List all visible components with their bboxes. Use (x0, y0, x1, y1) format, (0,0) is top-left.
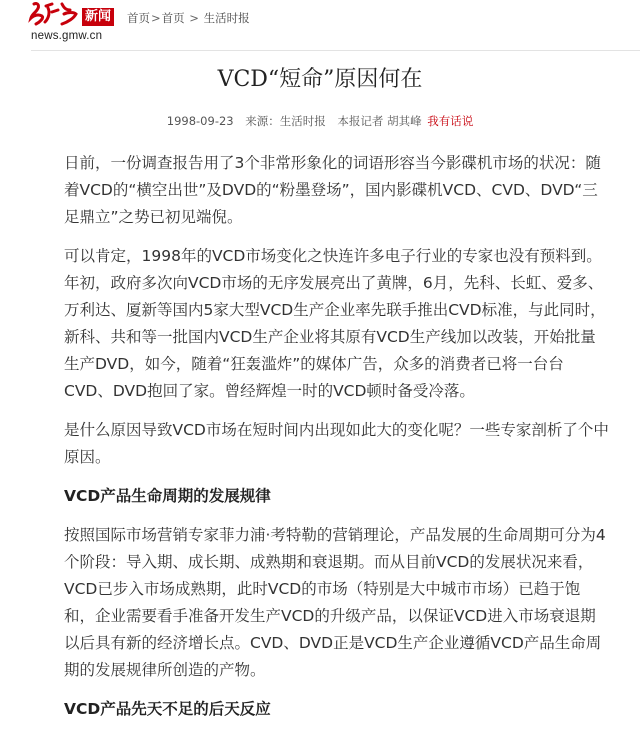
article-date: 1998-09-23 (166, 114, 234, 128)
paragraph-text: 可以肯定，1998年的VCD市场变化之快连许多电子行业的专家也没有预料到。年初，政府多次向VCD市场的无序发展亮出了黄牌，6月，先科、长虹、爱多、万利达、厦新等国内5家大型VCD生产企业率先联手推出CVD标准，与此同时，新科、共和等一批国内VCD生产企业将其原有VCD生产线加以改装，开始批量生产DVD，如今，随着“狂轰滥炸”的媒体广告，众多的消费者已将一台台CVD、DVD抱回了家。曾经辉煌一时的VCD顿时备受冷落。 (64, 247, 606, 400)
paragraph-text: 日前，一份调查报告用了3个非常形象化的词语形容当今影碟机市场的状况：随着VCD的“横空出世”及DVD的“粉墨登场”，国内影碟机VCD、CVD、DVD“三足鼎立”之势已初见端倪。 (64, 154, 601, 226)
article-paragraph (64, 417, 610, 471)
breadcrumb-section[interactable]: 生活时报 (203, 11, 250, 25)
article-title: VCD“短命”原因何在 (217, 67, 423, 92)
article-paragraph (64, 243, 610, 405)
breadcrumb-separator: > (185, 11, 203, 25)
article-paragraph (64, 522, 610, 684)
paragraph-text: 是什么原因导致VCD市场在短时间内出现如此大的变化呢？一些专家剖析了个中原因。 (64, 421, 609, 466)
article-body (64, 150, 610, 735)
logo-news-badge[interactable]: 新闻 (82, 8, 114, 26)
article-paragraph (64, 150, 610, 231)
article-meta (0, 112, 640, 130)
breadcrumb-separator: > (151, 11, 161, 25)
article-author: 本报记者 胡其峰 (337, 114, 422, 128)
header-divider (31, 50, 640, 51)
breadcrumb-home-2[interactable]: 首页 (161, 11, 185, 25)
section-heading: VCD产品生命周期的发展规律 (64, 487, 271, 505)
site-header (0, 0, 640, 48)
section-heading: VCD产品先天不足的后天反应 (64, 700, 271, 718)
comment-link[interactable]: 我有话说 (427, 114, 474, 128)
article-source: 来源：生活时报 (245, 114, 326, 128)
breadcrumb (127, 10, 250, 26)
paragraph-text: 按照国际市场营销专家菲力浦·考特勒的营销理论，产品发展的生命周期可分为4个阶段：导入期、成长期、成熟期和衰退期。而从目前VCD的发展状况来看，VCD已步入市场成熟期，此时VCD的市场（特别是大中城市市场）已趋于饱和，企业需要看手准备开发生产VCD的升级产品，以保证VCD进入市场衰退期以后具有新的经济增长点。CVD、DVD正是VCD生产企业遵循VCD产品生命周期的发展规律所创造的产物。 (64, 526, 606, 679)
breadcrumb-home[interactable]: 首页 (127, 11, 150, 25)
logo-domain: news.gmw.cn (31, 30, 103, 42)
